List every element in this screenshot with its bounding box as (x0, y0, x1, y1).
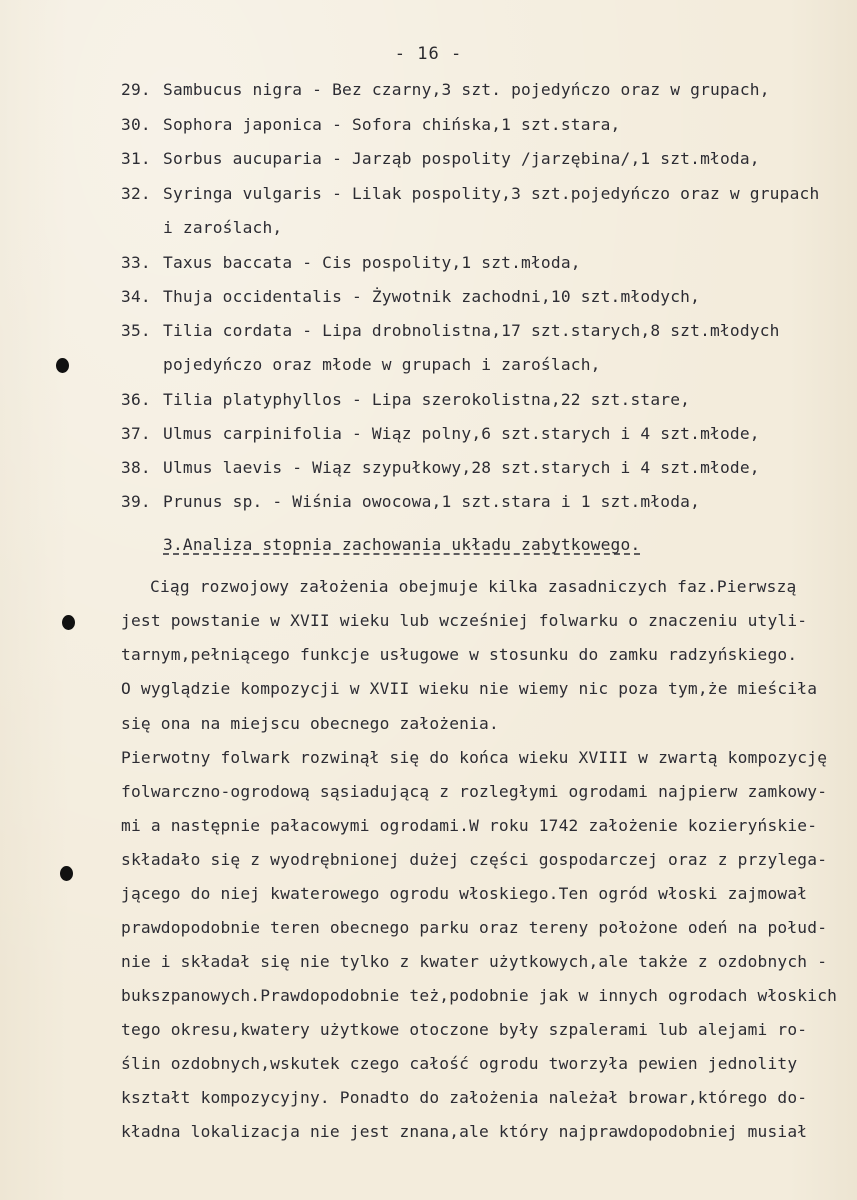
list-item (121, 184, 819, 203)
list-item-number: 32. (121, 184, 151, 203)
paragraph-line: się ona na miejscu obecnego założenia. (121, 714, 499, 733)
list-item-number: 34. (121, 287, 151, 306)
list-item-text: Taxus baccata - Cis pospolity,1 szt.młoda, (163, 253, 581, 272)
list-item-text: Sophora japonica - Sofora chińska,1 szt.stara, (163, 115, 621, 134)
list-item-number: 33. (121, 253, 151, 272)
punch-hole (56, 358, 69, 373)
punch-hole (62, 615, 75, 630)
list-item-number: 39. (121, 492, 151, 511)
list-item (121, 287, 700, 306)
paragraph-line: prawdopodobnie teren obecnego parku oraz tereny położone odeń na połud- (121, 918, 828, 937)
list-item-continuation: i zaroślach, (163, 218, 283, 237)
list-item-number: 36. (121, 390, 151, 409)
list-item (121, 149, 760, 168)
section-heading: 3.Analiza stopnia zachowania układu zabytkowego. (163, 535, 641, 554)
list-item (121, 424, 760, 443)
list-item (121, 321, 780, 340)
list-item-text: Ulmus laevis - Wiąz szypułkowy,28 szt.starych i 4 szt.młode, (163, 458, 760, 477)
list-item-text: Thuja occidentalis - Żywotnik zachodni,10 szt.młodych, (163, 287, 701, 306)
list-item-continuation: pojedyńczo oraz młode w grupach i zaroślach, (163, 355, 601, 374)
paragraph-line: jącego do niej kwaterowego ogrodu włoskiego.Ten ogród włoski zajmował (121, 884, 808, 903)
list-item-number: 37. (121, 424, 151, 443)
list-item-text: Tilia cordata - Lipa drobnolistna,17 szt.starych,8 szt.młodych (163, 321, 780, 340)
page-number: - 16 - (394, 44, 463, 64)
list-item (121, 253, 581, 272)
paragraph-line: nie i składał się nie tylko z kwater użytkowych,ale także z ozdobnych - (121, 952, 828, 971)
list-item-number: 35. (121, 321, 151, 340)
list-item-text: Syringa vulgaris - Lilak pospolity,3 szt.pojedyńczo oraz w grupach (163, 184, 820, 203)
paragraph-line: jest powstanie w XVII wieku lub wcześniej folwarku o znaczeniu utyli- (121, 611, 808, 630)
list-item (121, 458, 760, 477)
paragraph-line: tego okresu,kwatery użytkowe otoczone były szpalerami lub alejami ro- (121, 1020, 808, 1039)
list-item-text: Tilia platyphyllos - Lipa szerokolistna,22 szt.stare, (163, 390, 691, 409)
list-item-number: 38. (121, 458, 151, 477)
paragraph-line: kładna lokalizacja nie jest znana,ale który najprawdopodobniej musiał (121, 1122, 808, 1141)
list-item (121, 115, 621, 134)
paragraph-line: mi a następnie pałacowymi ogrodami.W roku 1742 założenie kozieryńskie- (121, 816, 818, 835)
punch-hole (60, 866, 73, 881)
paragraph-line: O wyglądzie kompozycji w XVII wieku nie wiemy nic poza tym,że mieściła (121, 679, 818, 698)
paragraph-line: ślin ozdobnych,wskutek czego całość ogrodu tworzyła pewien jednolity (121, 1054, 798, 1073)
paragraph-line: Ciąg rozwojowy założenia obejmuje kilka zasadniczych faz.Pierwszą (150, 577, 797, 596)
paragraph-line: bukszpanowych.Prawdopodobnie też,podobnie jak w innych ogrodach włoskich (121, 986, 838, 1005)
list-item (121, 390, 690, 409)
list-item-text: Sambucus nigra - Bez czarny,3 szt. pojedyńczo oraz w grupach, (163, 80, 770, 99)
paragraph-line: kształt kompozycyjny. Ponadto do założenia należał browar,którego do- (121, 1088, 808, 1107)
paragraph-line: Pierwotny folwark rozwinął się do końca wieku XVIII w zwartą kompozycję (121, 748, 828, 767)
list-item-text: Ulmus carpinifolia - Wiąz polny,6 szt.starych i 4 szt.młode, (163, 424, 760, 443)
list-item-number: 31. (121, 149, 151, 168)
paragraph-line: folwarczno-ogrodową sąsiadującą z rozległymi ogrodami najpierw zamkowy- (121, 782, 828, 801)
paragraph-line: składało się z wyodrębnionej dużej części gospodarczej oraz z przylega- (121, 850, 828, 869)
list-item-number: 29. (121, 80, 151, 99)
list-item-text: Sorbus aucuparia - Jarząb pospolity /jarzębina/,1 szt.młoda, (163, 149, 760, 168)
list-item (121, 492, 700, 511)
paragraph-line: tarnym,pełniącego funkcje usługowe w stosunku do zamku radzyńskiego. (121, 645, 798, 664)
list-item-number: 30. (121, 115, 151, 134)
list-item-text: Prunus sp. - Wiśnia owocowa,1 szt.stara i 1 szt.młoda, (163, 492, 701, 511)
list-item (121, 80, 770, 99)
